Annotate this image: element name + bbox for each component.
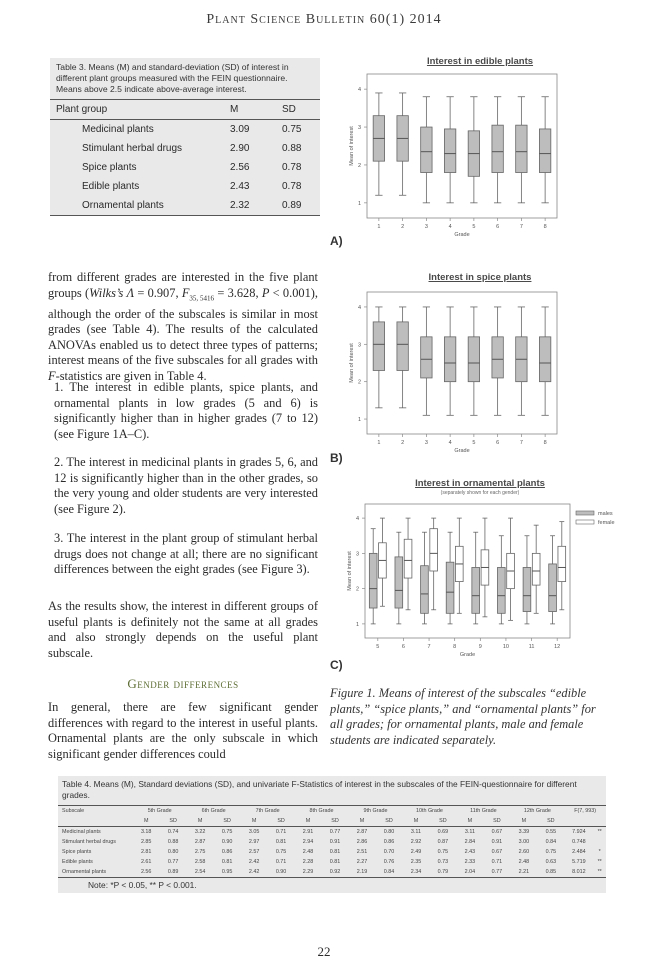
table-cell: 0.79 <box>429 867 456 878</box>
table-row <box>50 158 320 177</box>
table-cell: 2.58 <box>194 859 206 865</box>
table-cell: 3.22 <box>194 829 206 835</box>
box-plot-box <box>397 93 408 195</box>
box-plot-box <box>444 307 455 415</box>
panel-a-title: Interest in edible plants <box>426 56 534 67</box>
table-cell: 0.81 <box>221 859 233 865</box>
text-run: = 0.907, <box>134 285 182 300</box>
table-cell: ** <box>593 867 606 878</box>
x-tick-label: 5 <box>472 440 476 446</box>
box-plot-box <box>532 525 540 613</box>
box-plot-box <box>397 307 408 408</box>
table-cell: 0.67 <box>491 829 503 835</box>
table-cell: 2.84 <box>464 839 476 845</box>
y-tick-label: 2 <box>357 162 361 169</box>
table-cell: 2.42 <box>248 859 260 865</box>
table-cell: 2.57 <box>248 849 260 855</box>
box-plot-box <box>472 532 480 624</box>
table-cell: 3.11 <box>464 829 475 835</box>
legend-swatch <box>576 520 594 524</box>
figure-caption: Figure 1. Means of interest of the subscales “edible plants,” “spice plants,” and “ornamental plants” for all grades; for ornamental plants, male and female students are indicated separately. <box>330 686 596 747</box>
table-cell: 0.71 <box>275 859 287 865</box>
box-iqr <box>444 129 455 173</box>
table-cell: 2.60 <box>518 849 530 855</box>
x-tick-label: 1 <box>377 224 381 230</box>
box-plot-box <box>523 536 531 624</box>
page-number: 22 <box>317 944 331 959</box>
table-cell: 2.35 <box>410 859 422 865</box>
table-row <box>50 196 320 216</box>
box-plot-box <box>421 307 432 415</box>
table-cell: 2.33 <box>464 859 476 865</box>
box-iqr <box>397 322 408 371</box>
table-cell: 0.91 <box>329 839 341 845</box>
panel-c-subtitle: (separately shown for each gender) <box>440 490 520 496</box>
box-iqr <box>395 557 403 608</box>
table-cell: Edible plants <box>82 181 140 192</box>
box-iqr <box>404 539 412 578</box>
x-tick-label: 3 <box>424 440 428 446</box>
table-cell: ** <box>597 859 602 865</box>
y-tick-label: 1 <box>357 417 361 424</box>
table-cell: 2.75 <box>194 849 206 855</box>
y-tick-label: 2 <box>355 586 359 593</box>
table-4 <box>58 776 606 893</box>
section-heading: Gender differences <box>127 676 239 691</box>
text-run: -statistics are given in Table 4. <box>55 369 207 384</box>
y-tick-label: 3 <box>357 125 361 132</box>
box-plot-box <box>444 97 455 203</box>
table-cell: 3.18 <box>140 829 152 835</box>
box-plot-box <box>539 307 550 415</box>
table-cell: 2.49 <box>410 849 422 855</box>
table-3-header-row <box>50 100 320 120</box>
table-4-header-f: F(7, 993) <box>564 806 606 817</box>
table-row <box>50 177 320 196</box>
table-4-sub-header-m: M <box>349 816 376 827</box>
table-3-header-group: Plant group <box>50 100 224 120</box>
list-item: 2. The interest in medicinal plants in grades 5, 6, and 12 is significantly higher than in the other grades, so the very young and older students are very interested (see Figure 2). <box>54 455 318 516</box>
table-4-sub-header-sd: SD <box>214 816 241 827</box>
y-tick-label: 2 <box>357 379 361 386</box>
table-cell: 0.78 <box>282 181 302 192</box>
box-plot-box <box>468 97 479 203</box>
y-tick-label: 4 <box>357 304 361 311</box>
x-tick-label: 6 <box>496 440 500 446</box>
x-tick-label: 10 <box>502 644 509 650</box>
box-plot-box <box>492 97 503 203</box>
y-axis-label: Mean of interest <box>349 343 355 383</box>
table-cell: Edible plants <box>62 859 93 865</box>
table-cell: 3.39 <box>518 829 530 835</box>
table-cell: 0.80 <box>167 849 179 855</box>
box-iqr <box>497 567 505 613</box>
box-iqr <box>558 546 566 581</box>
box-plot-box <box>421 532 429 624</box>
table-cell: 3.00 <box>518 839 530 845</box>
table-cell: 2.54 <box>187 867 214 878</box>
box-iqr <box>421 566 429 614</box>
panel-c-title: Interest in ornamental plants <box>415 478 545 489</box>
box-iqr <box>369 553 377 608</box>
table-cell: 0.80 <box>383 829 395 835</box>
box-iqr <box>430 529 438 571</box>
table-cell: 0.76 <box>383 859 395 865</box>
edible-plants-boxplot <box>335 68 615 246</box>
table-cell: 0.74 <box>167 829 179 835</box>
table-cell: 0.81 <box>329 849 341 855</box>
ornamental-plants-boxplot <box>335 498 620 670</box>
box-plot-box <box>395 532 403 624</box>
table-cell: 0.89 <box>276 196 320 216</box>
table-3-caption: Table 3. Means (M) and standard-deviation (SD) of interest in different plant groups measured with the FEIN questionnaire. Means above 2.5 indicate above-average interest. <box>56 62 289 94</box>
table-cell: 0.91 <box>491 839 503 845</box>
table-4-header-grade: 10th Grade <box>402 806 456 817</box>
table-cell: Ornamental plants <box>58 867 133 878</box>
table-3 <box>50 58 320 216</box>
table-4-sub-header-sd: SD <box>322 816 349 827</box>
box-iqr <box>539 129 550 173</box>
x-tick-label: 7 <box>519 224 523 230</box>
plot-frame <box>367 292 557 434</box>
y-tick-label: 3 <box>357 342 361 349</box>
box-iqr <box>444 337 455 382</box>
table-cell: Stimulant herbal drugs <box>62 839 116 845</box>
table-4-sub-header-m: M <box>133 816 160 827</box>
table-cell: 2.42 <box>241 867 268 878</box>
box-iqr <box>421 127 432 172</box>
box-iqr <box>549 564 557 612</box>
box-plot-box <box>421 97 432 203</box>
table-4-sub-header-blank <box>58 816 133 827</box>
x-tick-label: 4 <box>448 224 452 230</box>
table-cell: ** <box>597 829 602 835</box>
y-axis-label: Mean of interest <box>349 126 355 166</box>
table-cell: 0.73 <box>437 859 449 865</box>
table-cell: 0.90 <box>221 839 233 845</box>
table-cell: 2.43 <box>464 849 476 855</box>
table-cell: 2.43 <box>230 181 250 192</box>
table-row <box>58 867 606 878</box>
table-row <box>58 857 606 867</box>
table-cell: 0.75 <box>437 849 449 855</box>
body-paragraph-2: As the results show, the interest in different groups of useful plants is definitely not the same at all grades and also strongly depends on the useful plant subscale. <box>48 599 318 660</box>
legend-label: males <box>598 511 613 517</box>
table-cell: 2.90 <box>230 143 250 154</box>
x-tick-label: 8 <box>543 224 547 230</box>
table-4-sub-header-m: M <box>295 816 322 827</box>
table-4-header-grade: 8th Grade <box>295 806 349 817</box>
table-4-group-header-row <box>58 806 606 817</box>
table-cell: Medicinal plants <box>62 829 101 835</box>
table-4-sub-header-sd: SD <box>537 816 564 827</box>
box-plot-box <box>481 518 489 617</box>
table-cell: 3.05 <box>248 829 260 835</box>
table-4-sub-header-sd: SD <box>375 816 402 827</box>
table-cell: 5.719 <box>572 859 586 865</box>
table-cell: 0.69 <box>437 829 449 835</box>
table-cell: Spice plants <box>62 849 92 855</box>
box-plot-box <box>516 307 527 415</box>
text-run: 35, 5416 <box>189 294 215 303</box>
table-cell: 3.11 <box>410 829 421 835</box>
table-4-grid <box>58 805 606 878</box>
table-cell: 0.748 <box>572 839 586 845</box>
text-run: F <box>181 285 190 300</box>
table-cell: Ornamental plants <box>50 196 224 216</box>
table-cell: 2.87 <box>356 829 368 835</box>
table-4-sub-header-sd: SD <box>429 816 456 827</box>
table-cell: 0.71 <box>491 859 503 865</box>
table-cell: 2.86 <box>356 839 368 845</box>
table-cell: Medicinal plants <box>82 124 154 135</box>
table-cell: Stimulant herbal drugs <box>82 143 183 154</box>
x-tick-label: 2 <box>401 224 405 230</box>
table-4-sub-header-m: M <box>510 816 537 827</box>
box-plot-box <box>430 518 438 610</box>
box-plot-box <box>492 307 503 415</box>
table-cell: 0.92 <box>322 867 349 878</box>
body-paragraph-1 <box>48 270 318 385</box>
table-4-sub-header-sd: SD <box>483 816 510 827</box>
box-plot-box <box>455 518 463 613</box>
box-plot-box <box>404 518 412 610</box>
table-cell: 2.29 <box>295 867 322 878</box>
table-4-sub-header-m: M <box>241 816 268 827</box>
table-cell: 0.55 <box>545 829 557 835</box>
table-cell: 2.91 <box>302 829 314 835</box>
x-tick-label: 12 <box>554 644 561 650</box>
box-plot-box <box>549 536 557 624</box>
table-cell: 0.90 <box>268 867 295 878</box>
table-3-grid <box>50 99 320 216</box>
table-cell: 2.484 <box>572 849 586 855</box>
table-cell: 0.84 <box>375 867 402 878</box>
table-cell: 2.48 <box>518 859 530 865</box>
table-cell: 0.75 <box>545 849 557 855</box>
table-cell: 2.27 <box>356 859 368 865</box>
panel-b-title: Interest in spice plants <box>428 272 532 283</box>
box-iqr <box>532 553 540 585</box>
table-4-sub-header-sd: SD <box>268 816 295 827</box>
table-cell: 2.97 <box>248 839 260 845</box>
table-cell: 2.85 <box>140 839 152 845</box>
x-tick-label: 5 <box>472 224 476 230</box>
x-tick-label: 2 <box>401 440 405 446</box>
box-plot-box <box>373 307 384 408</box>
x-tick-label: 6 <box>496 224 500 230</box>
legend-label: female <box>598 520 615 526</box>
table-cell: 0.81 <box>275 839 287 845</box>
table-cell: 8.012 <box>564 867 593 878</box>
x-axis-label: Grade <box>454 232 470 238</box>
table-cell: Spice plants <box>82 162 137 173</box>
x-tick-label: 1 <box>377 440 381 446</box>
table-cell: 0.87 <box>437 839 449 845</box>
table-4-note: Note: *P < 0.05, ** P < 0.001. <box>88 880 197 890</box>
table-cell: 2.28 <box>302 859 314 865</box>
table-cell: 2.32 <box>224 196 276 216</box>
x-tick-label: 9 <box>478 644 482 650</box>
box-plot-box <box>507 518 515 620</box>
table-cell: 2.92 <box>410 839 422 845</box>
table-4-sub-header-m: M <box>456 816 483 827</box>
table-cell: 2.81 <box>140 849 152 855</box>
table-row <box>50 139 320 158</box>
table-4-caption: Table 4. Means (M), Standard deviations (SD), and univariate F-Statistics of interest in the subscales of the FEIN-questionnaire for different grades. <box>62 779 577 800</box>
panel-c-letter: C) <box>330 658 343 672</box>
table-cell: 0.77 <box>483 867 510 878</box>
table-cell: 0.85 <box>537 867 564 878</box>
table-cell <box>593 837 606 847</box>
table-cell: 2.34 <box>402 867 429 878</box>
table-row <box>58 827 606 838</box>
table-cell: 0.75 <box>275 849 287 855</box>
box-plot-box <box>379 518 387 606</box>
table-4-header-grade: 6th Grade <box>187 806 241 817</box>
table-4-sub-header-blank <box>593 816 606 827</box>
box-iqr <box>492 337 503 378</box>
box-plot-box <box>497 536 505 624</box>
table-cell: 0.86 <box>221 849 233 855</box>
body-paragraph-3: In general, there are few significant gender differences with regard to the interest in useful plants. Ornamental plants are the only subscale in which significant gender differences could <box>48 700 318 761</box>
table-4-header-grade: 12th Grade <box>510 806 564 817</box>
legend-swatch <box>576 511 594 515</box>
spice-plants-boxplot <box>335 284 615 462</box>
table-cell: 0.88 <box>167 839 179 845</box>
box-iqr <box>516 125 527 172</box>
box-iqr <box>446 562 454 613</box>
table-cell: 2.94 <box>302 839 314 845</box>
box-plot-box <box>539 97 550 203</box>
x-axis-label: Grade <box>459 652 476 658</box>
box-iqr <box>468 337 479 382</box>
table-cell: 0.75 <box>221 829 233 835</box>
text-run: F <box>48 369 56 384</box>
box-iqr <box>472 567 480 613</box>
table-3-header-m: M <box>224 100 276 120</box>
table-cell: 0.88 <box>282 143 302 154</box>
y-tick-label: 1 <box>357 200 361 207</box>
y-tick-label: 4 <box>355 516 359 523</box>
text-run: < 0.001), although the order of the subscales is similar in most grades (see Table 4). The results of the calculated ANOVAs enabled us to detect three types of patterns; interest means of the five subscales for all grades with <box>48 285 318 368</box>
table-4-sub-header-m: M <box>187 816 214 827</box>
text-run: P <box>261 285 270 300</box>
box-plot-box <box>446 532 454 624</box>
box-plot-box <box>516 97 527 203</box>
table-cell: 0.63 <box>545 859 557 865</box>
text-run: from different grades are interested in the five plant groups ( <box>48 270 318 300</box>
running-header: Plant Science Bulletin 60(1) 2014 <box>206 12 442 27</box>
table-cell: 2.61 <box>140 859 152 865</box>
table-cell: 2.48 <box>302 849 314 855</box>
table-cell: 0.86 <box>383 839 395 845</box>
table-4-sub-header-row <box>58 816 606 827</box>
table-cell: 0.95 <box>214 867 241 878</box>
box-iqr <box>421 337 432 378</box>
table-cell: 2.51 <box>356 849 368 855</box>
table-cell: 2.19 <box>349 867 376 878</box>
text-run: Wilks’s Λ <box>89 285 135 300</box>
text-run: = 3.628, <box>214 285 262 300</box>
box-plot-box <box>468 307 479 415</box>
table-row <box>58 837 606 847</box>
table-cell: 0.78 <box>282 162 302 173</box>
list-item: 1. The interest in edible plants, spice plants, and ornamental plants in low grades (5 and 6) is significantly higher than in higher grades (7 to 12) (see Figure 1A–C). <box>54 380 318 441</box>
box-plot-box <box>558 522 566 610</box>
table-cell: 2.56 <box>230 162 250 173</box>
table-row <box>58 847 606 857</box>
table-4-header-grade: 11th Grade <box>456 806 510 817</box>
table-cell: * <box>598 849 601 855</box>
table-cell: 0.77 <box>167 859 179 865</box>
x-tick-label: 4 <box>448 440 452 446</box>
box-iqr <box>373 322 384 371</box>
table-cell: 0.67 <box>491 849 503 855</box>
y-tick-label: 4 <box>357 87 361 94</box>
x-axis-label: Grade <box>454 448 470 454</box>
table-cell: 2.21 <box>510 867 537 878</box>
table-4-header-grade: 5th Grade <box>133 806 187 817</box>
x-tick-label: 7 <box>519 440 523 446</box>
table-cell: 0.84 <box>545 839 557 845</box>
table-cell: 0.70 <box>383 849 395 855</box>
table-row <box>50 120 320 140</box>
table-4-header-grade: 7th Grade <box>241 806 295 817</box>
x-tick-label: 11 <box>528 644 535 650</box>
x-tick-label: 7 <box>427 644 431 650</box>
table-4-header-subscale: Subscale <box>58 806 133 817</box>
table-cell: 0.71 <box>275 829 287 835</box>
x-tick-label: 6 <box>401 644 405 650</box>
table-4-sub-header-m: M <box>402 816 429 827</box>
panel-b-letter: B) <box>330 451 343 465</box>
x-tick-label: 8 <box>543 440 547 446</box>
table-cell: 0.89 <box>160 867 187 878</box>
y-tick-label: 3 <box>355 551 359 558</box>
table-4-header-grade: 9th Grade <box>349 806 403 817</box>
box-plot-box <box>369 529 377 624</box>
x-tick-label: 5 <box>376 644 380 650</box>
box-iqr <box>523 567 531 611</box>
box-iqr <box>539 337 550 382</box>
table-cell: 0.81 <box>329 859 341 865</box>
x-tick-label: 3 <box>424 224 428 230</box>
table-4-sub-header-sd: SD <box>160 816 187 827</box>
table-cell: 3.09 <box>230 124 250 135</box>
table-cell: 2.87 <box>194 839 206 845</box>
y-tick-label: 1 <box>355 621 359 628</box>
table-3-header-sd: SD <box>276 100 320 120</box>
table-cell: 7.924 <box>572 829 586 835</box>
plot-frame <box>367 74 557 218</box>
table-cell: 2.56 <box>133 867 160 878</box>
table-cell: 2.04 <box>456 867 483 878</box>
table-4-sub-header-blank <box>564 816 593 827</box>
x-tick-label: 8 <box>453 644 457 650</box>
panel-a-letter: A) <box>330 234 343 248</box>
box-plot-box <box>373 93 384 195</box>
y-axis-label: Mean of interest <box>347 551 353 591</box>
table-cell: 0.77 <box>329 829 341 835</box>
box-iqr <box>492 125 503 172</box>
list-item: 3. The interest in the plant group of stimulant herbal drugs does not change at all; there are no significant differences between the eight grades (see Figure 3). <box>54 531 318 577</box>
table-cell: 0.75 <box>282 124 302 135</box>
